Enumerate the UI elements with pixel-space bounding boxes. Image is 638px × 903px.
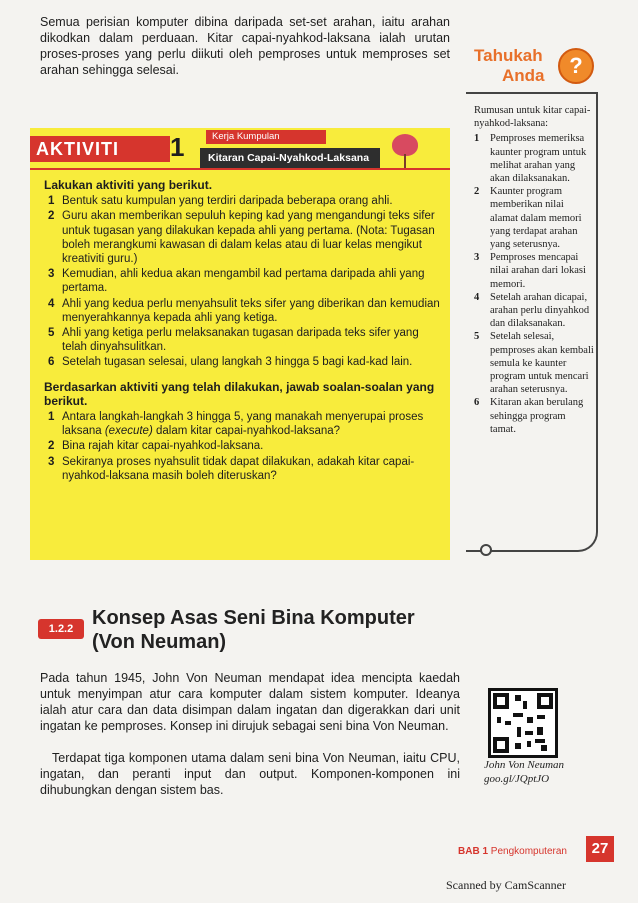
qr-caption-name: John Von Neuman	[484, 759, 565, 771]
section-title	[92, 606, 415, 654]
qr-module	[505, 721, 511, 725]
scanner-watermark: Scanned by CamScanner	[446, 878, 566, 892]
qr-module	[527, 741, 531, 747]
list-item: 2 Bina rajah kitar capai-nyahkod-laksana.	[48, 440, 264, 453]
list-item: 5 Ahli yang ketiga perlu melaksanakan tugasan daripada teks sifer yang telah dinyahsulitkan.	[48, 327, 419, 354]
aktiviti-instruction: Lakukan aktiviti yang berikut.	[44, 178, 213, 192]
anda-title: Anda	[502, 66, 545, 85]
section-number-badge: 1.2.2	[38, 619, 84, 639]
page-number: 27	[586, 836, 614, 862]
aktiviti-number: 1	[170, 132, 185, 162]
aktiviti-question-intro: Berdasarkan aktiviti yang telah dilakukan, jawab soalan-soalan yang berikut.	[44, 379, 435, 408]
section-title-line2: (Von Neuman)	[92, 631, 227, 653]
qr-caption-link[interactable]: goo.gl/JQptJO	[484, 773, 550, 785]
sidebar-item: 2 Kaunter program memberikan nilai alamat dalam memori yang terdapat arahan yang seterusnya.	[474, 186, 582, 251]
sidebar-top-rule	[466, 92, 596, 94]
qr-module	[541, 745, 547, 751]
question-bulb-icon: ?	[558, 48, 594, 84]
chapter-number: BAB 1	[458, 846, 489, 857]
qr-caption	[484, 758, 594, 786]
list-item: 1 Bentuk satu kumpulan yang terdiri daripada beberapa orang ahli.	[48, 195, 393, 208]
intro-paragraph: Semua perisian komputer dibina daripada set-set arahan, iaitu arahan dikodkan dalam perduaan. Kitar capai-nyahkod-laksana ialah urutan proses-proses yang perlu diikuti oleh pemproses untuk memproses set arahan sehingga selesai.	[40, 15, 450, 77]
list-item: 4 Ahli yang kedua perlu menyahsulit teks sifer yang diberikan dan kemudian menyerahkannya kepada ahli yang ketiga.	[48, 297, 440, 324]
chapter-footer	[458, 846, 567, 857]
section-title-line1: Konsep Asas Seni Bina Komputer	[92, 607, 415, 629]
list-item: 2 Guru akan memberikan sepuluh keping kad yang mengandungi teks sifer untuk tugasan yang dilakukan kepada ahli yang pertama. (Nota: Tugasan boleh merangkumi kawasan di dalam kelas atau di luar kelas mengikut kreativiti guru.)	[48, 210, 435, 266]
qr-module	[535, 739, 545, 743]
aktiviti-title: Kitaran Capai-Nyahkod-Laksana	[200, 148, 380, 168]
qr-finder	[537, 693, 553, 709]
qr-module	[497, 717, 501, 723]
sidebar-content	[474, 104, 594, 436]
sidebar-item: 4 Setelah arahan dicapai, arahan perlu dinyahkod dan dilaksanakan.	[474, 291, 590, 330]
tahukah-title: Tahukah	[474, 46, 543, 65]
qr-module	[525, 731, 533, 735]
tahukah-anda-header	[474, 44, 594, 96]
qr-module	[515, 743, 521, 749]
qr-finder	[493, 737, 509, 753]
qr-module	[537, 715, 545, 719]
kerja-kumpulan-tag: Kerja Kumpulan	[206, 130, 326, 144]
qr-finder	[493, 693, 509, 709]
sidebar-list	[474, 132, 594, 436]
chapter-name: Pengkomputeran	[490, 846, 567, 857]
list-item: 6 Setelah tugasan selesai, ulang langkah 3 hingga 5 bagi kad-kad lain.	[48, 356, 413, 369]
section-paragraph-1: Pada tahun 1945, John Von Neuman mendapat idea mencipta kaedah untuk menyimpan atur cara komputer dalam sistem komputer. Ideanya ialah atur cara dan data disimpan dalam ingatan dan digerakkan dari unit ingatan ke pemproses. Konsep ini dirujuk sebagai seni bina Von Neuman.	[40, 671, 460, 733]
aktiviti-steps	[44, 194, 444, 369]
qr-code	[488, 688, 558, 758]
sidebar-item: 6 Kitaran akan berulang sehingga program tamat.	[474, 397, 584, 435]
aktiviti-content	[44, 178, 444, 484]
aktiviti-questions	[44, 410, 444, 483]
aktiviti-header	[30, 128, 450, 174]
section-paragraph-2: Terdapat tiga komponen utama dalam seni bina Von Neuman, iaitu CPU, ingatan, dan peranti input dan output. Komponen-komponen ini dihubungkan dengan sistem bas.	[40, 751, 460, 797]
sidebar-item: 5 Setelah selesai, pemproses akan kembali semula ke kaunter program untuk mencari arahan seterusnya.	[474, 331, 594, 396]
sidebar-end-dot	[480, 544, 492, 556]
qr-module	[517, 727, 521, 737]
qr-module	[515, 695, 521, 701]
qr-module	[523, 701, 527, 709]
list-item: 1 Antara langkah-langkah 3 hingga 5, yang manakah menyerupai proses laksana (execute) dalam kitar capai-nyahkod-laksana?	[48, 411, 424, 438]
flower-icon	[392, 134, 418, 156]
qr-module	[513, 713, 523, 717]
sidebar-item: 3 Pemproses mencapai nilai arahan dari lokasi memori.	[474, 252, 586, 290]
sidebar-heading: Rumusan untuk kitar capai-nyahkod-laksana:	[474, 105, 591, 130]
qr-module	[537, 727, 543, 735]
qr-module	[527, 717, 533, 723]
list-item: 3 Sekiranya proses nyahsulit tidak dapat dilakukan, adakah kitar capai-nyahkod-laksana masih boleh diteruskan?	[48, 455, 415, 482]
aktiviti-label: AKTIVITI	[30, 136, 170, 162]
aktiviti-header-rule	[30, 168, 450, 170]
list-item: 3 Kemudian, ahli kedua akan mengambil kad pertama daripada ahli yang pertama.	[48, 268, 425, 295]
flower-stem	[404, 154, 406, 168]
sidebar-item: 1 Pemproses memeriksa kaunter program untuk melihat arahan yang akan dilaksanakan.	[474, 133, 587, 185]
